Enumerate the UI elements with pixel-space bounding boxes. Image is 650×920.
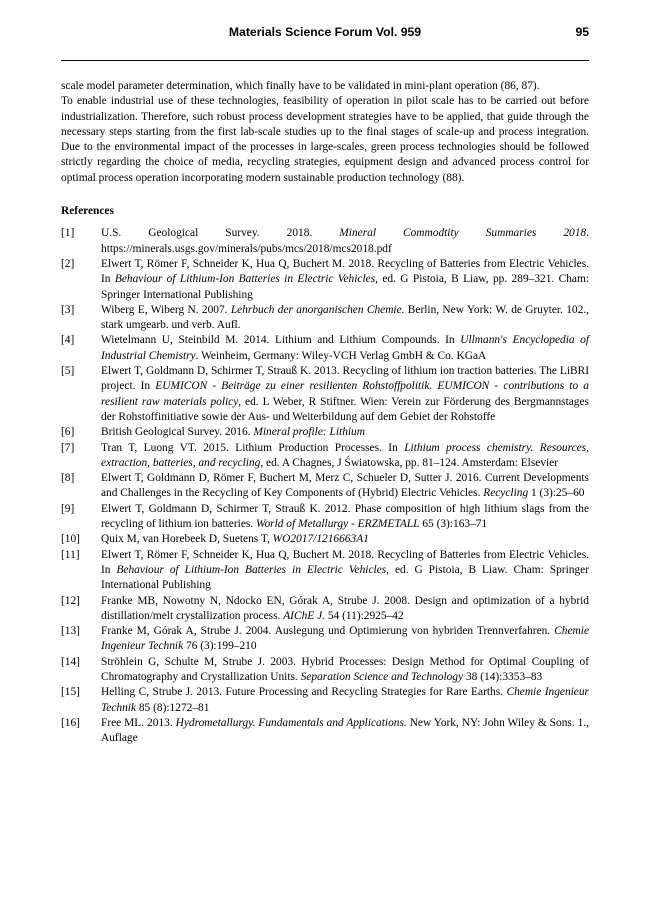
reference-text-italic: Mineral profile: Lithium [253,426,365,439]
reference-text-italic: Mineral Commodtity Summaries 2018 [339,227,587,240]
reference-text-italic: AIChE J. [283,609,325,622]
reference-number: [10] [61,533,80,546]
reference-number: [7] [61,441,75,454]
reference-text-plain: , ed. L Weber, R Stiftner. Wien: Verein zur Förderung des Bergmannstages der Rohstoffinitiative sowie der Aus- und Weiterbildung auf dem Gebiet der Rohstoffe [101,395,589,423]
reference-item [61,364,589,425]
reference-text-italic: Hydrometallurgy. Fundamentals and Applications. [175,716,407,729]
page-number: 95 [575,25,589,39]
reference-text-italic: Chemie Ingenieur Technik [101,625,589,653]
reference-text-italic: Lithium process chemistry. Resources, extraction, batteries, and recycling [101,441,589,469]
references-heading: References [61,205,114,218]
reference-text [101,532,589,547]
reference-item [61,532,589,547]
reference-item [61,257,589,303]
reference-text-plain: Elwert T, Goldmann D, Schirmer T, Strauß K. 2012. Phase composition of high lithium slags from the recycling of lithium ion batteries. [101,502,589,531]
reference-text [101,226,589,257]
reference-item [61,333,589,364]
reference-text-plain: Tran T, Luong VT. 2015. Lithium Production Processes. In [101,441,405,454]
reference-text-plain: . Weinheim, Germany: Wiley-VCH Verlag GmbH & Co. KGaA [195,349,487,362]
reference-text [101,548,589,594]
reference-text-plain: Wiberg E, Wiberg N. 2007. [101,303,231,316]
reference-text [101,257,589,303]
reference-text [101,425,589,440]
reference-text-plain: , ed. A Chagnes, J Światowska, pp. 81–124. Amsterdam: Elsevier [260,456,559,469]
reference-text [101,716,589,747]
reference-text-italic: Separation Science and Technology [300,670,464,683]
reference-item [61,594,589,625]
reference-text [101,594,589,625]
reference-text [101,333,589,364]
reference-text [101,655,589,686]
reference-text-plain: 65 (3):163–71 [419,518,488,531]
reference-list [61,226,589,746]
reference-number: [14] [61,655,80,668]
reference-item [61,441,589,472]
reference-text-plain: Quix M, van Horebeek D, Suetens T, [101,533,273,546]
reference-number: [4] [61,334,75,347]
reference-text-italic: Lehrbuch der anorganischen Chemie. [230,303,405,316]
reference-number: [13] [61,625,80,638]
reference-text-plain: 38 (14):3353–83 [463,670,543,683]
reference-text-plain: Elwert T, Goldmann D, Schirmer T, Strauß K. 2013. Recycling of lithium ion traction batteries. The LiBRI project. In [101,365,589,393]
reference-item [61,425,589,440]
reference-text [101,624,589,655]
reference-number: [16] [61,716,80,729]
reference-text-plain: Free ML. 2013. [101,716,176,729]
reference-number: [8] [61,472,75,485]
journal-title: Materials Science Forum Vol. 959 [228,25,422,39]
reference-number: [1] [61,227,75,240]
reference-text-italic: Chemie Ingenieur Technik [101,686,589,714]
reference-text-plain: Helling C, Strube J. 2013. Future Processing and Recycling Strategies for Rare Earths. [101,686,507,699]
reference-number: [3] [61,303,75,316]
reference-text-plain: 85 (8):1272–81 [136,701,210,714]
reference-text-plain: Wietelmann U, Steinbild M. 2014. Lithium and Lithium Compounds. In [101,334,461,347]
reference-text-plain: 1 (3):25–60 [528,487,585,500]
reference-text [101,303,589,334]
paragraph-industrial-use: To enable industrial use of these technologies, feasibility of operation in pilot scale has to be carried out before industrialization. Therefore, such robust process development strategies have to be applied, that guide through the necessary steps starting from the first lab-scale studies up to the final stages of scale-up and process integration. Due to the environmental impact of the processes in large-scales, green process technologies should be followed strictly regarding the choice of media, recycling strategies, equipment design and advanced process control for optimal process operation incorporating modern sustainable production technology (88). [61,95,589,184]
page-header [61,24,589,44]
reference-text-italic: EUMICON - Beiträge zu einer resilienten Rohstoffpolitik. EUMICON - contributions to a resilient raw materials policy [101,380,590,408]
reference-item [61,655,589,686]
reference-number: [6] [61,426,75,439]
reference-text-plain: , ed. G Pistoia, B Liaw, pp. 289–321. Cham: Springer International Publishing [101,273,589,301]
reference-text-plain: U.S. Geological Survey. 2018. [101,227,340,240]
reference-number: [9] [61,502,75,515]
reference-text [101,502,589,533]
reference-text [101,441,589,472]
reference-text-italic: Recycling [483,487,529,500]
reference-text-plain: British Geological Survey. 2016. [101,426,254,439]
reference-text [101,364,589,425]
reference-text-plain: , ed. G Pistoia, B Liaw. Cham: Springer International Publishing [101,563,589,592]
reference-text-italic: World of Metallurgy - ERZMETALL [256,518,420,531]
reference-number: [2] [61,257,75,270]
reference-text-plain: Elwert T, Römer F, Schneider K, Hua Q, Buchert M. 2018. Recycling of Batteries from Electric Vehicles. In [101,548,589,576]
reference-text-italic: Ullmann's Encyclopedia of Industrial Chemistry [101,334,590,362]
reference-item [61,226,589,257]
reference-item [61,624,589,655]
reference-text-plain: Elwert T, Goldmann D, Römer F, Buchert M, Merz C, Schueler D, Sutter J. 2016. Current Developments and Challenges in the Recycling of Key Components of (Hybrid) Electric Vehicles. [101,472,589,500]
reference-text-plain: . https://minerals.usgs.gov/minerals/pubs/mcs/2018/mcs2018.pdf [101,227,589,255]
reference-item [61,716,589,747]
reference-text-plain: Berlin, New York: W. de Gruyter. 102., stark umgearb. und verb. Aufl. [101,303,589,332]
reference-text-italic: Behaviour of Lithium-Ion Batteries in Electric Vehicles [114,273,376,286]
reference-number: [15] [61,686,80,699]
reference-text-plain: 54 (11):2925–42 [324,609,404,622]
paragraph-continuation: scale model parameter determination, which finally have to be validated in mini-plant operation (86, 87). [61,80,540,92]
reference-text-italic: WO2017/1216663A1 [272,533,369,546]
reference-number: [11] [61,548,80,561]
reference-text [101,471,589,502]
header-rule [61,60,589,61]
reference-number: [12] [61,594,80,607]
reference-item [61,471,589,502]
reference-text [101,685,589,716]
reference-text-plain: New York, NY: John Wiley & Sons. 1., Auflage [101,716,589,745]
reference-item [61,502,589,533]
reference-item [61,685,589,716]
body-text [61,79,589,746]
reference-text-plain: Elwert T, Römer F, Schneider K, Hua Q, Buchert M. 2018. Recycling of Batteries from Electric Vehicles. In [101,257,589,286]
reference-item [61,548,589,594]
reference-number: [5] [61,365,75,378]
reference-text-plain: Franke M, Górak A, Strube J. 2004. Auslegung und Optimierung von hybriden Trennverfahren. [101,625,555,638]
reference-text-plain: Franke MB, Nowotny N, Ndocko EN, Górak A, Strube J. 2008. Design and optimization of a hybrid distillation/melt crystallization process. [101,594,589,622]
reference-text-italic: Behaviour of Lithium-Ion Batteries in Electric Vehicles [116,563,387,576]
reference-item [61,303,589,334]
reference-text-plain: 76 (3):199–210 [183,640,257,653]
reference-text-plain: Ströhlein G, Schulte M, Strube J. 2003. Hybrid Processes: Design Method for Optimal Coupling of Chromatography and Crystallization Units. [101,655,589,683]
